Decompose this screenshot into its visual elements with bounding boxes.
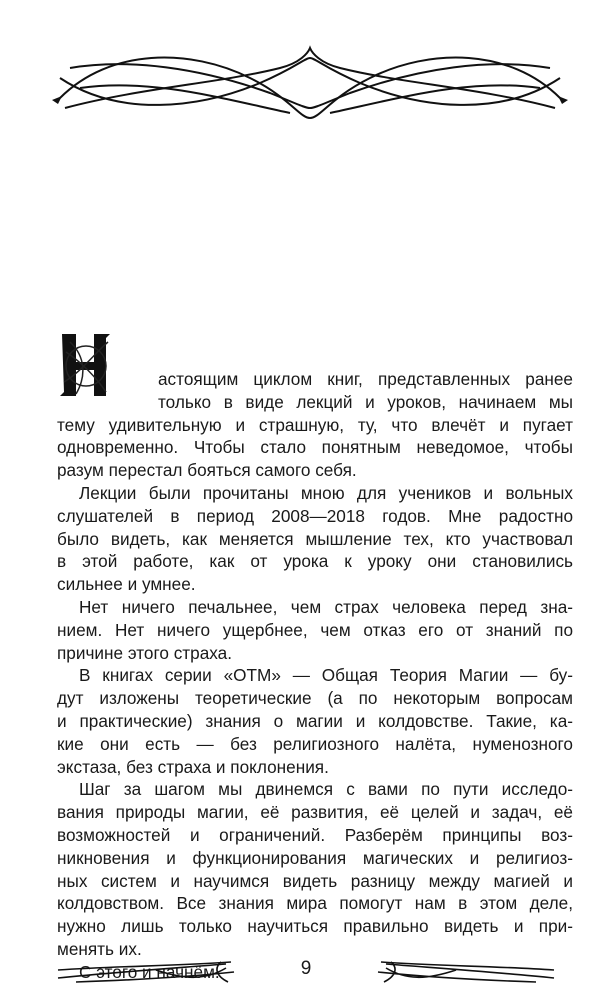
text-line: возможностей и ограничений. Разберём принципы воз- bbox=[57, 824, 573, 845]
text-line: сильнее и умнее. bbox=[57, 574, 196, 595]
text-line: экстаза, без страха и поклонения. bbox=[57, 756, 329, 777]
text-line: разум перестал бояться самого себя. bbox=[57, 460, 357, 481]
text-line: В книгах серии «ОТМ» — Общая Теория Магии — бу- bbox=[79, 665, 573, 686]
text-line: никновения и функционирования магических и религиоз- bbox=[57, 847, 573, 868]
page-number: 9 bbox=[300, 958, 312, 979]
text-line: и практические) знания о магии и колдовстве. Такие, ка- bbox=[57, 710, 573, 731]
text-line: кие они есть — без религиозного налёта, нуменозного bbox=[57, 733, 573, 754]
text-line: одновременно. Чтобы стало понятным неведомое, чтобы bbox=[57, 437, 573, 458]
paragraph bbox=[57, 664, 573, 778]
text-line: в этой работе, как от урока к уроку они становились bbox=[57, 551, 573, 572]
text-line: дут изложены теоретические (а по некоторым вопросам bbox=[57, 688, 573, 709]
text-line: ных систем и научимся видеть разницу между магией и bbox=[57, 870, 573, 891]
paragraph bbox=[57, 482, 573, 596]
text-line: Шаг за шагом мы двинемся с вами по пути исследо- bbox=[79, 779, 573, 800]
text-line: только в виде лекций и уроков, начинаем мы bbox=[158, 391, 573, 412]
text-line: Лекции были прочитаны мною для учеников и вольных bbox=[79, 482, 573, 503]
text-line: тему удивительную и страшную, ту, что влечёт и пугает bbox=[57, 414, 573, 435]
text-line: нием. Нет ничего ущербнее, чем отказ его от знаний по bbox=[57, 619, 573, 640]
paragraph bbox=[57, 368, 573, 482]
text-line: было видеть, как меняется мышление тех, кто участвовал bbox=[57, 528, 573, 549]
text-line: С этого и начнём. bbox=[79, 961, 220, 982]
top-ornament bbox=[50, 38, 570, 128]
text-line: Нет ничего печальнее, чем страх человека перед зна- bbox=[79, 596, 573, 617]
text-line: колдовством. Все знания мира помогут нам в этом деле, bbox=[57, 893, 573, 914]
body-text bbox=[57, 368, 573, 984]
paragraph bbox=[57, 778, 573, 960]
text-line: причине этого страха. bbox=[57, 642, 233, 663]
text-line: вания природы магии, её развития, её целей и задач, её bbox=[57, 802, 573, 823]
text-line: менять их. bbox=[57, 938, 142, 959]
text-line: слушателей в период 2008—2018 годов. Мне радостно bbox=[57, 505, 573, 526]
bottom-ornament-right bbox=[376, 958, 556, 988]
paragraph bbox=[57, 596, 573, 664]
text-line: астоящим циклом книг, представленных ранее bbox=[158, 369, 573, 389]
text-line: нужно лишь только научиться правильно видеть и при- bbox=[57, 916, 573, 937]
